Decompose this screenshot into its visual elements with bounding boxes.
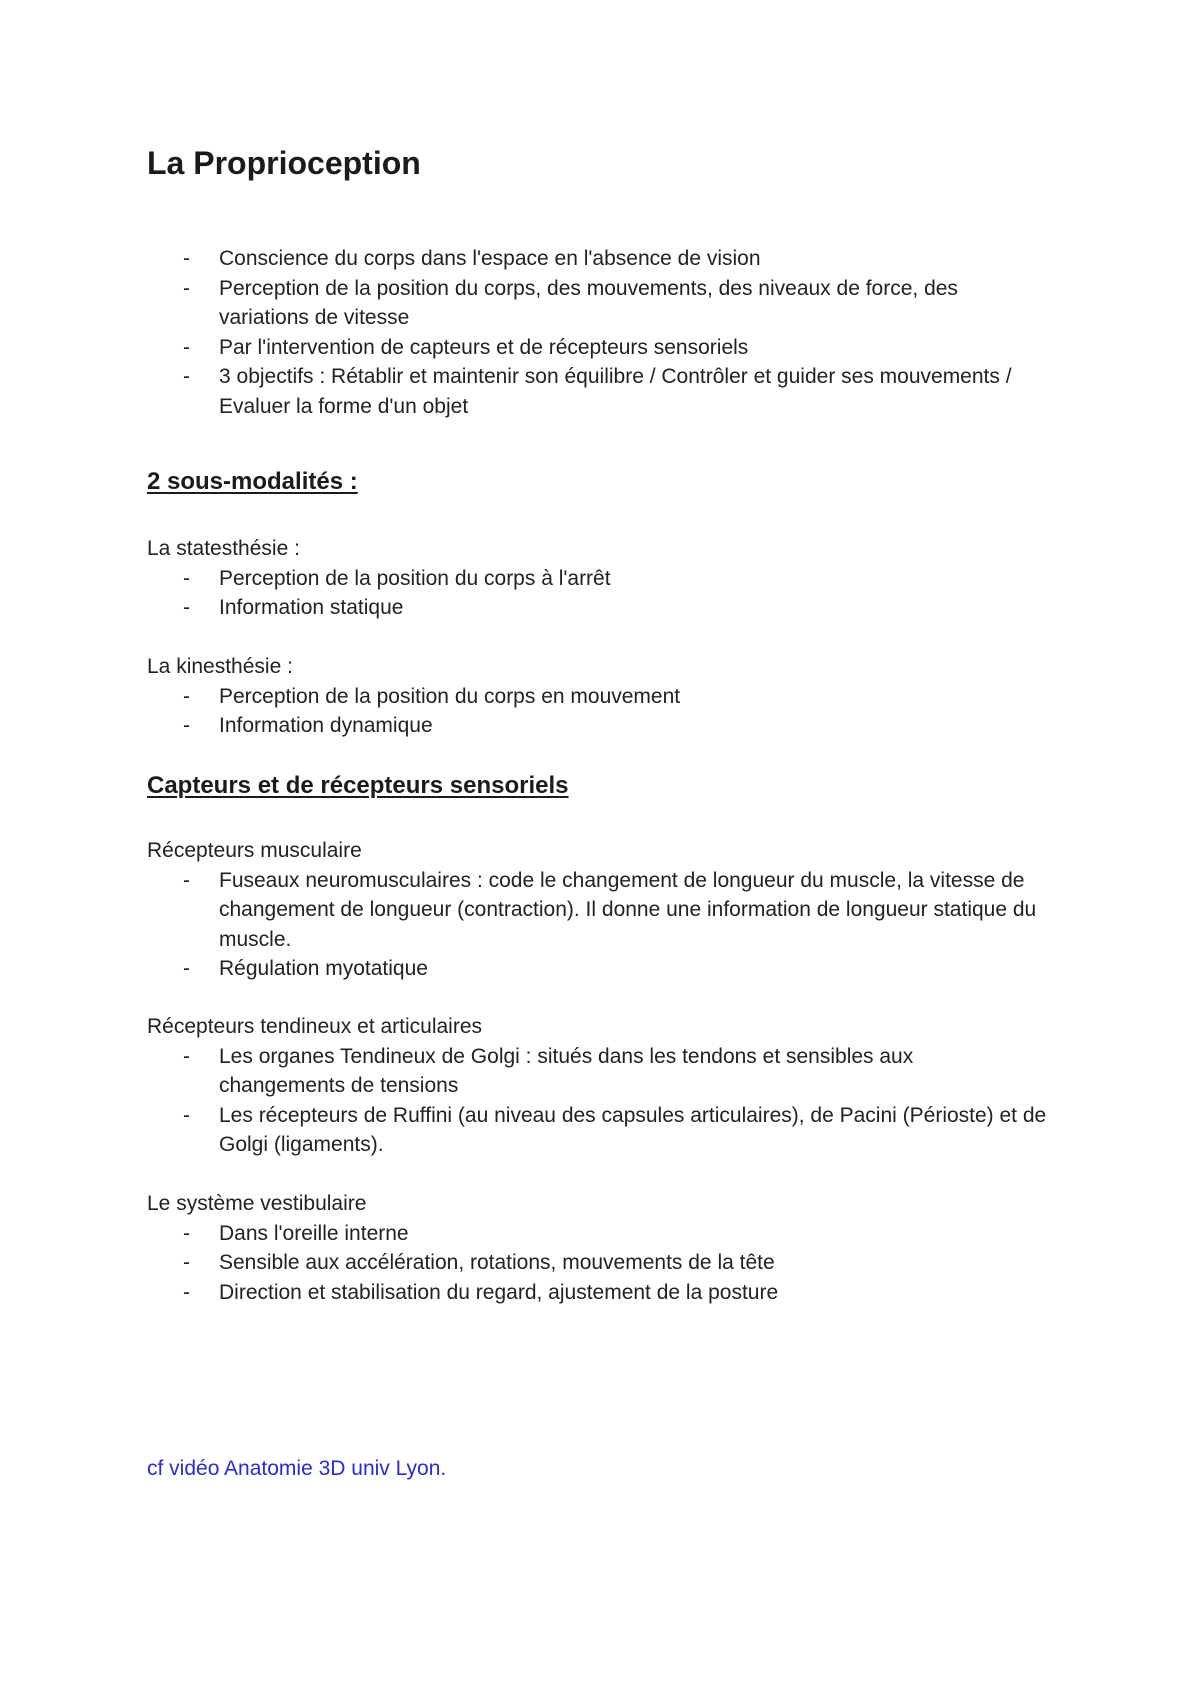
kinesthesie-block <box>147 652 1077 741</box>
list-item <box>147 564 1077 594</box>
list-item-text: Perception de la position du corps en mouvement <box>219 684 681 708</box>
intro-list-block <box>147 244 1077 421</box>
list-item <box>147 593 1077 623</box>
list-item-text: Perception de la position du corps à l'arrêt <box>219 566 611 590</box>
list-item-text: Perception de la position du corps, des mouvements, des niveaux de force, des variations de vitesse <box>219 276 958 329</box>
list-item-text: Par l'intervention de capteurs et de récepteurs sensoriels <box>219 335 749 359</box>
subsection-label: La kinesthésie : <box>147 655 293 678</box>
bullet-dash: - <box>183 335 190 359</box>
vestibulaire-block <box>147 1189 1077 1307</box>
subsection-label: Le système vestibulaire <box>147 1192 367 1215</box>
list-item-text: Information dynamique <box>219 714 433 737</box>
bullet-dash: - <box>183 596 190 619</box>
section-sous-modalites <box>147 466 1077 498</box>
musculaire-block <box>147 836 1077 984</box>
section-capteurs <box>147 770 1077 802</box>
list-item <box>147 1042 1077 1101</box>
list-item <box>147 866 1077 955</box>
kinesthesie-list <box>147 682 1077 741</box>
bullet-dash: - <box>183 247 190 270</box>
list-item-text: Fuseaux neuromusculaires : code le changement de longueur du muscle, la vitesse de changement de longueur (contraction). Il donne une information de longueur statique du muscle. <box>219 868 1037 951</box>
list-item <box>147 1248 1077 1278</box>
intro-list <box>147 244 1077 421</box>
bullet-dash: - <box>183 1221 190 1245</box>
vestibulaire-list <box>147 1219 1077 1308</box>
list-item-text: Les organes Tendineux de Golgi : situés dans les tendons et sensibles aux changements de tensions <box>219 1044 914 1097</box>
bullet-dash: - <box>183 566 190 590</box>
bullet-dash: - <box>183 957 190 980</box>
bullet-dash: - <box>183 1103 190 1127</box>
bullet-dash: - <box>183 1251 190 1274</box>
list-item <box>147 682 1077 712</box>
list-item <box>147 711 1077 741</box>
bullet-dash: - <box>183 276 190 300</box>
list-item-text: Sensible aux accélération, rotations, mouvements de la tête <box>219 1251 775 1274</box>
tendineux-block <box>147 1012 1077 1160</box>
bullet-dash: - <box>183 1044 190 1068</box>
bullet-dash: - <box>183 714 190 737</box>
list-item-text: Conscience du corps dans l'espace en l'absence de vision <box>219 247 761 270</box>
list-item-text: Information statique <box>219 596 404 619</box>
list-item <box>147 362 1077 421</box>
list-item <box>147 954 1077 984</box>
page-title: La Proprioception <box>147 145 421 181</box>
list-item <box>147 244 1077 274</box>
subsection-label: Récepteurs tendineux et articulaires <box>147 1015 483 1038</box>
list-item <box>147 333 1077 363</box>
bullet-dash: - <box>183 365 190 388</box>
list-item <box>147 1278 1077 1308</box>
statesthesie-block <box>147 534 1077 623</box>
subsection-label: La statesthésie : <box>147 537 300 560</box>
tendineux-list <box>147 1042 1077 1160</box>
subsection-label: Récepteurs musculaire <box>147 839 362 862</box>
list-item-text: Les récepteurs de Ruffini (au niveau des capsules articulaires), de Pacini (Périoste) et de Golgi (ligaments). <box>219 1103 1047 1156</box>
list-item <box>147 274 1077 333</box>
video-reference-link[interactable]: cf vidéo Anatomie 3D univ Lyon. <box>147 1457 447 1480</box>
reference-link-block <box>147 1454 1077 1484</box>
section-heading: 2 sous-modalités : <box>147 468 358 495</box>
statesthesie-list <box>147 564 1077 623</box>
list-item <box>147 1101 1077 1160</box>
list-item <box>147 1219 1077 1249</box>
list-item-text: Régulation myotatique <box>219 957 428 980</box>
list-item-text: Direction et stabilisation du regard, ajustement de la posture <box>219 1280 779 1304</box>
section-heading: Capteurs et de récepteurs sensoriels <box>147 772 569 799</box>
list-item-text: 3 objectifs : Rétablir et maintenir son équilibre / Contrôler et guider ses mouvements / Evaluer la forme d'un objet <box>219 365 1012 418</box>
bullet-dash: - <box>183 868 190 892</box>
musculaire-list <box>147 866 1077 984</box>
list-item-text: Dans l'oreille interne <box>219 1221 409 1245</box>
bullet-dash: - <box>183 1280 190 1304</box>
bullet-dash: - <box>183 684 190 708</box>
